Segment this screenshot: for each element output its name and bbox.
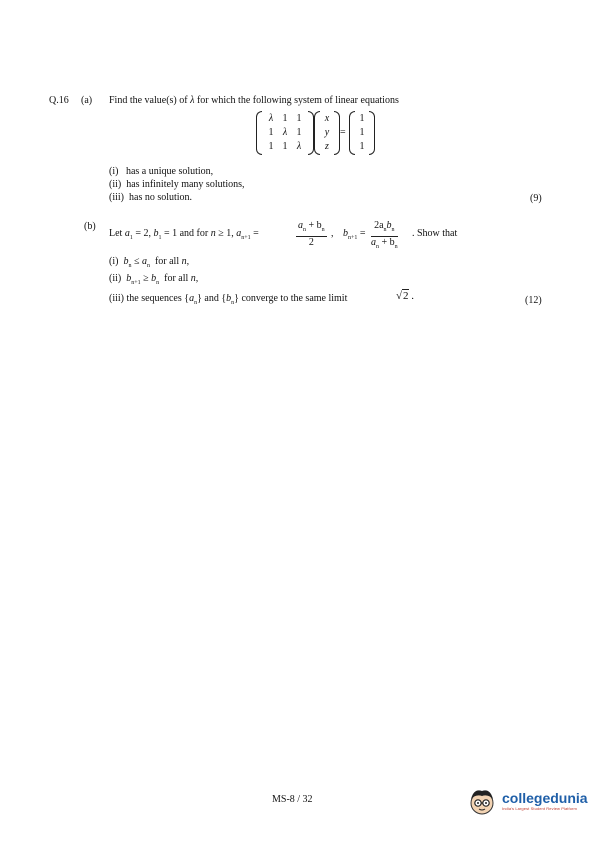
option-text: has a unique solution, bbox=[125, 166, 214, 177]
matrix-entry: 1 bbox=[282, 141, 288, 152]
coefficient-matrix bbox=[256, 111, 314, 155]
part-a-stem bbox=[109, 95, 399, 106]
var-b: b bbox=[153, 228, 159, 239]
stem-suffix: for which the following system of linear equations bbox=[196, 95, 399, 106]
var-a: a bbox=[124, 228, 130, 239]
item-ii: (ii) $b_{n+1} \ge b_n$ for all n, bbox=[109, 273, 199, 286]
question-number: Q.16 bbox=[49, 95, 69, 106]
equals-sign: = bbox=[340, 127, 346, 138]
rhs-vector bbox=[349, 111, 375, 155]
option-text: has infinitely many solutions, bbox=[126, 179, 245, 190]
item-i: (i) $b_n \le a_n$ for all n, bbox=[109, 256, 190, 269]
matrix-entry: 1 bbox=[296, 127, 302, 138]
fraction-b: $2a_nb_n$ $a_n + b_n$ bbox=[371, 220, 398, 250]
part-a-label: (a) bbox=[81, 95, 93, 106]
option-number: (iii) bbox=[109, 192, 124, 203]
unknown-vector bbox=[314, 111, 340, 155]
condition: ≥ 1, bbox=[218, 228, 234, 239]
sqrt-two: √2 . bbox=[396, 290, 415, 302]
item-iii: (iii) the sequences $\{a_n\}$ and $\{b_n\}$ converge to the same limit bbox=[109, 293, 348, 306]
b-next: $b_{n+1}$ = bbox=[343, 228, 366, 241]
option-text: has no solution. bbox=[129, 192, 193, 203]
marks-b: (12) bbox=[525, 295, 542, 306]
var-a-next: a bbox=[236, 228, 242, 239]
var-n: n bbox=[210, 228, 216, 239]
option-i bbox=[109, 166, 213, 177]
option-number: (i) bbox=[109, 166, 119, 177]
vector-entry: x bbox=[324, 113, 330, 124]
let-word: Let bbox=[109, 228, 123, 239]
part-b-label: (b) bbox=[84, 221, 96, 232]
option-number: (ii) bbox=[109, 179, 122, 190]
vector-entry: 1 bbox=[359, 127, 365, 138]
mascot-icon bbox=[466, 785, 498, 817]
option-ii bbox=[109, 179, 245, 190]
init-a: = 2, bbox=[135, 228, 151, 239]
vector-entry: 1 bbox=[359, 141, 365, 152]
vector-entry: z bbox=[325, 141, 329, 152]
brand-name: collegedunia bbox=[502, 790, 588, 806]
lambda-symbol: λ bbox=[190, 95, 195, 106]
page-number: MS-8 / 32 bbox=[272, 794, 313, 805]
fraction-a: $\frac{a_n + b_n}{2}$ bbox=[298, 220, 325, 248]
vector-entry: 1 bbox=[359, 113, 365, 124]
brand-tagline: India's Largest Student Review Platform bbox=[502, 806, 577, 811]
option-iii bbox=[109, 192, 192, 203]
right-paren bbox=[369, 111, 375, 155]
matrix-entry: λ bbox=[268, 113, 274, 124]
matrix-entry: λ bbox=[296, 141, 302, 152]
show-that: . Show that bbox=[412, 228, 458, 239]
stem-prefix: Find the value(s) of bbox=[109, 95, 188, 106]
part-b-stem: Let $a_1 = 2$, $b_1 = 1$ and for n ≥ 1, $a_{n+1}$ = bbox=[109, 228, 259, 241]
collegedunia-logo bbox=[466, 785, 588, 817]
vector-entry: y bbox=[324, 127, 330, 138]
matrix-entry: 1 bbox=[282, 113, 288, 124]
matrix-entry: 1 bbox=[268, 141, 274, 152]
init-b: = 1 and for bbox=[163, 228, 209, 239]
matrix-entry: λ bbox=[282, 127, 288, 138]
matrix-entry: 1 bbox=[296, 113, 302, 124]
marks-a: (9) bbox=[530, 193, 542, 204]
matrix-entry: 1 bbox=[268, 127, 274, 138]
